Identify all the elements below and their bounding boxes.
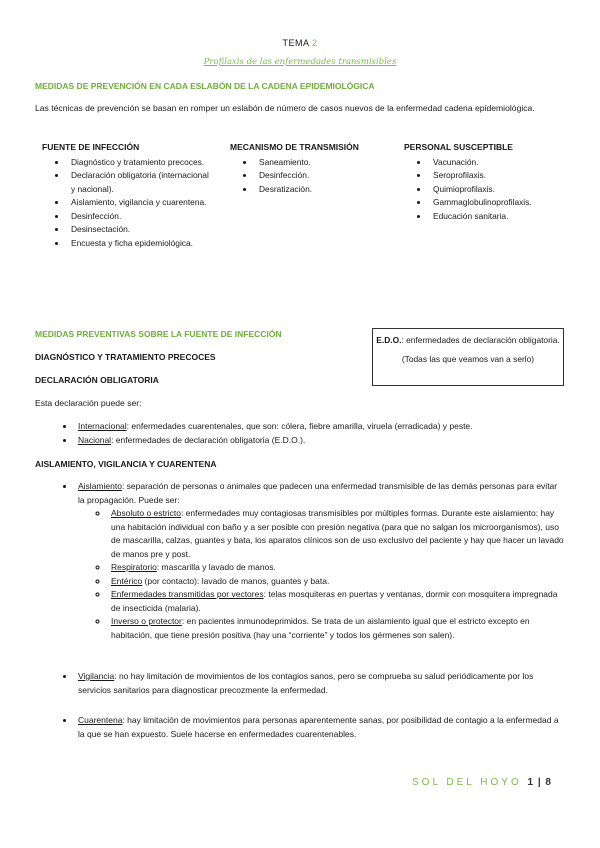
aislamiento-subtypes <box>78 507 565 642</box>
list-item <box>108 507 565 561</box>
text-nacional: : enfermedades de declaración obligatoria (E.D.O.). <box>111 434 306 445</box>
list-item: • Gammaglobulinoprofilaxis. <box>429 196 574 210</box>
column-personal <box>404 141 574 223</box>
text-vectores: : telas mosquiteras en puertas y ventanas, dormir con mosquitera impregnada de insecticida (malaria). <box>111 589 558 613</box>
declaracion-intro: Esta declaración puede ser: <box>35 398 142 408</box>
declaracion-list <box>35 420 565 447</box>
term-aislamiento: Aislamiento <box>78 481 122 491</box>
edo-term: E.D.O. <box>376 335 402 345</box>
cuarentena-list <box>35 714 565 741</box>
list-item <box>75 420 565 434</box>
list-item <box>75 434 565 448</box>
list-item <box>75 480 565 642</box>
term-nacional: Nacional <box>78 434 112 445</box>
term-vectores: Enfermedades transmitidas por vectores <box>111 589 264 599</box>
topic-number: 2 <box>312 38 318 48</box>
text-absoluto: : enfermedades muy contagiosas transmisibles por múltiples formas. Durante este aislamiento: hay una habitación individual con baño y a ser posible con presión negativa (para que no salgan los microorganismos), uso de mascarilla, calzas, guantes y bata, los aparatos clínicos son de uso exclusivo del paciente y hay que hacer un lavado de manos pre y post. <box>111 508 564 559</box>
text-aislamiento: : separación de personas o animales que padecen una enfermedad transmisible de las demás personas para evitar la propagación. Puede ser: <box>78 481 558 505</box>
column-personal-title: PERSONAL SUSCEPTIBLE <box>404 142 513 152</box>
list-item: • Aislamiento, vigilancia y cuarentena. <box>67 196 212 210</box>
list-item <box>75 670 565 697</box>
list-item <box>108 588 565 615</box>
list-item: • Educación sanitaria. <box>429 210 574 224</box>
section3-title: AISLAMIENTO, VIGILANCIA Y CUARENTENA <box>35 459 217 469</box>
page-footer <box>412 777 552 788</box>
term-inverso: Inverso o protector <box>111 616 182 626</box>
list-item: • Diagnóstico y tratamiento precoces. <box>67 156 212 170</box>
column-mecanismo-title: MECANISMO DE TRANSMISIÓN <box>230 142 359 152</box>
list-item: • Encuesta y ficha epidemiológica. <box>67 237 212 251</box>
list-item <box>108 575 565 589</box>
list-item <box>75 714 565 741</box>
topic-heading <box>0 38 600 48</box>
edo-note: (Todas las que veamos van a serlo) <box>401 354 535 364</box>
aislamiento-list <box>35 480 565 642</box>
list-item <box>108 615 565 642</box>
text-enterico: (por contacto): lavado de manos, guantes y bata. <box>142 575 330 586</box>
text-internacional: : enfermedades cuarentenales, que son: cólera, fiebre amarilla, viruela (erradicada) y peste. <box>126 421 473 431</box>
edo-definition: : enfermedades de declaración obligatoria. <box>401 335 560 345</box>
term-vigilancia: Vigilancia <box>78 671 115 681</box>
term-respiratorio: Respiratorio <box>111 562 157 572</box>
heading-declaracion: DECLARACIÓN OBLIGATORIA <box>35 375 159 385</box>
list-item: • Desinsectación. <box>67 223 212 237</box>
vigilancia-list <box>35 670 565 697</box>
text-inverso: : en pacientes inmunodeprimidos. Se trata de un aislamiento igual que el estricto excepto en habitación, que tiene presión positiva (hay una “corriente” y todos los gérmenes son salen). <box>111 616 530 640</box>
list-item <box>108 561 565 575</box>
list-item: • Declaración obligatoria (internacional y nacional). <box>67 169 212 196</box>
list-item: • Desinfección. <box>67 210 212 224</box>
page-number: 1 | 8 <box>527 777 552 788</box>
term-absoluto: Absoluto o estricto <box>111 508 181 518</box>
topic-label: TEMA <box>282 38 312 48</box>
section1-title: MEDIDAS DE PREVENCIÓN EN CADA ESLABÓN DE LA CADENA EPIDEMIOLÓGICA <box>35 81 375 91</box>
list-item: • Desinfección. <box>255 169 390 183</box>
term-internacional: Internacional <box>78 421 127 431</box>
text-vigilancia: : no hay limitación de movimientos de los contagios sanos, pero se comprueba su salud periódicamente por los servicios sanitarios para diagnosticar precozmente la enfermedad. <box>78 671 534 695</box>
topic-subtitle: Profilaxis de las enfermedades transmisibles <box>203 57 397 67</box>
text-cuarentena: : hay limitación de movimientos para personas aparentemente sanas, por posibilidad de contagio a la enfermedad a la que se han expuesto. Suele hacerse en enfermedades cuarentenables. <box>78 715 559 739</box>
edo-callout-box <box>372 328 564 386</box>
column-fuente-title: FUENTE DE INFECCIÓN <box>42 142 140 152</box>
heading-diagnostico: DIAGNÓSTICO Y TRATAMIENTO PRECOCES <box>35 352 216 362</box>
column-fuente <box>42 141 212 250</box>
column-mecanismo <box>230 141 390 196</box>
footer-author: SOL DEL HOYO <box>412 777 522 788</box>
list-item: • Quimioprofilaxis. <box>429 183 574 197</box>
section1-intro: Las técnicas de prevención se basan en romper un eslabón de número de casos nuevos de la enfermedad cadena epidemiológica. <box>35 103 535 113</box>
term-cuarentena: Cuarentena <box>78 715 123 725</box>
list-item: • Vacunación. <box>429 156 574 170</box>
list-item: • Saneamiento. <box>255 156 390 170</box>
term-enterico: Entérico <box>111 575 143 586</box>
text-respiratorio: : mascarilla y lavado de manos. <box>156 562 276 572</box>
section2-title: MEDIDAS PREVENTIVAS SOBRE LA FUENTE DE INFECCIÓN <box>35 329 282 339</box>
list-item: • Desratización. <box>255 183 390 197</box>
list-item: • Seroprofilaxis. <box>429 169 574 183</box>
